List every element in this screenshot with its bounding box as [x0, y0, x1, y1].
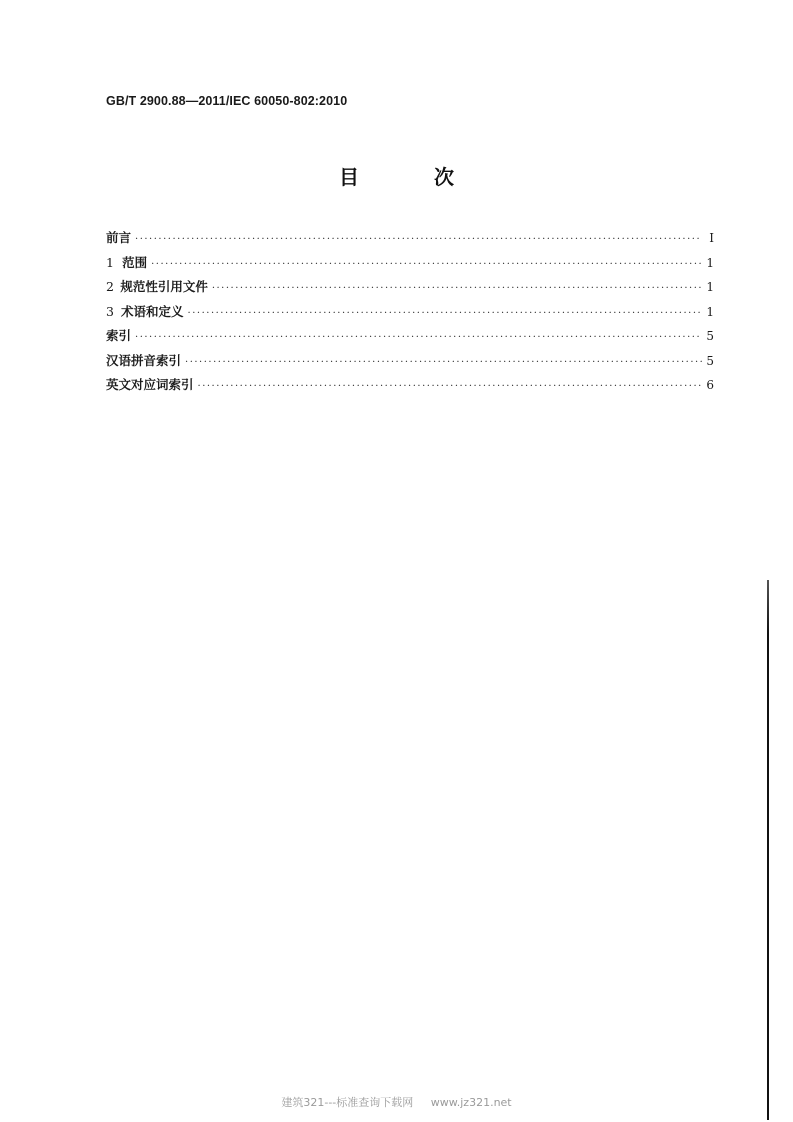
toc-leader-dots — [185, 357, 702, 368]
table-of-contents — [106, 228, 714, 400]
toc-leader-dots — [135, 234, 702, 245]
toc-entry-number: 1 — [106, 254, 114, 270]
toc-leader-dots — [198, 381, 702, 392]
toc-entry-label: 索引 — [106, 328, 132, 343]
toc-entry-label: 术语和定义 — [121, 303, 184, 319]
toc-entry-pinyin-index[interactable] — [106, 351, 714, 376]
toc-entry-normative-references[interactable] — [106, 277, 714, 302]
toc-entry-foreword[interactable] — [106, 228, 714, 253]
toc-entry-number: 3 — [106, 303, 114, 319]
toc-entry-index[interactable] — [106, 326, 714, 351]
toc-entry-label: 前言 — [106, 230, 132, 245]
toc-leader-dots — [212, 283, 702, 294]
toc-entry-page: 1 — [706, 280, 714, 294]
standard-number: GB/T 2900.88—2011/IEC 60050-802:2010 — [106, 94, 348, 108]
toc-entry-page: 5 — [706, 329, 714, 343]
footer-watermark — [0, 1094, 793, 1110]
toc-leader-dots — [135, 332, 702, 343]
footer-site-name: 建筑321---标准查询下载网 — [281, 1096, 414, 1109]
toc-entry-page: Ⅰ — [709, 231, 714, 245]
toc-entry-label: 汉语拼音索引 — [106, 352, 182, 368]
toc-entry-label: 范围 — [122, 254, 148, 270]
toc-entry-scope[interactable] — [106, 253, 714, 278]
toc-entry-number: 2 — [106, 279, 114, 294]
toc-entry-page: 5 — [706, 353, 714, 368]
toc-entry-terms-definitions[interactable] — [106, 302, 714, 327]
toc-entry-english-index[interactable] — [106, 375, 714, 400]
toc-entry-label: 规范性引用文件 — [120, 279, 208, 294]
toc-leader-dots — [151, 259, 702, 270]
toc-leader-dots — [188, 308, 702, 319]
toc-entry-page: 6 — [706, 378, 714, 392]
scan-edge-line — [767, 580, 769, 1120]
footer-site-url[interactable]: www.jz321.net — [430, 1096, 512, 1109]
toc-entry-page: 1 — [706, 255, 714, 270]
toc-entry-page: 1 — [706, 304, 714, 319]
toc-title: 目 次 — [339, 165, 488, 189]
toc-entry-label: 英文对应词索引 — [106, 377, 194, 392]
